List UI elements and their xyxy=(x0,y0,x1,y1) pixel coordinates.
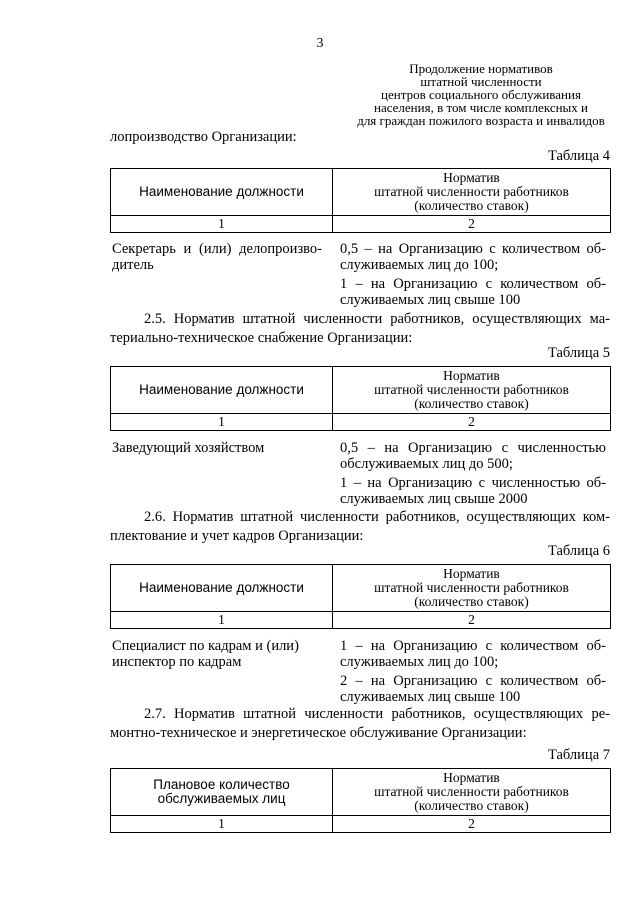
header-note-line: Продолжение нормативов xyxy=(409,61,553,76)
header-line: Плановое количество xyxy=(153,777,290,792)
table-4-col1-header: Наименование должности xyxy=(111,169,333,216)
table-4-norms xyxy=(340,241,606,311)
norm-item: 2 – на Организацию с количеством об-служиваемых лиц свыше 100 xyxy=(340,673,606,705)
table-5-position: Заведующий хозяйством xyxy=(112,440,265,456)
header-line: Норматив xyxy=(443,368,500,383)
header-note-line: для граждан пожилого возраста и инвалидов xyxy=(357,113,605,128)
section-2-6-text: 2.6. Норматив штатной численности работников, осуществляющих ком-плектование и учет кадров Организации: xyxy=(110,509,610,544)
table-5-label: Таблица 5 xyxy=(547,345,610,361)
table-4-col2-number: 2 xyxy=(333,216,611,233)
table-6-col1-number: 1 xyxy=(111,612,333,629)
table-5 xyxy=(110,366,611,431)
table-7-label: Таблица 7 xyxy=(547,747,610,763)
table-6-label: Таблица 6 xyxy=(547,543,610,559)
norm-item: 1 – на Организацию с количеством об-служиваемых лиц свыше 100 xyxy=(340,276,606,308)
table-6 xyxy=(110,564,611,629)
header-note-line: населения, в том числе комплексных и xyxy=(374,100,588,115)
header-line: штатной численности работников xyxy=(374,382,569,397)
table-7-col2-header xyxy=(333,769,611,816)
header-line: (количество ставок) xyxy=(414,198,529,213)
header-line: (количество ставок) xyxy=(414,798,529,813)
header-line: штатной численности работников xyxy=(374,184,569,199)
table-6-norms xyxy=(340,638,606,708)
header-line: штатной численности работников xyxy=(374,580,569,595)
norm-item: 1 – на Организацию с численностью об-служиваемых лиц свыше 2000 xyxy=(340,475,606,507)
table-4 xyxy=(110,168,611,233)
page-number: 3 xyxy=(316,36,324,51)
header-line: обслуживаемых лиц xyxy=(157,791,286,806)
table-7-col2-number: 2 xyxy=(333,816,611,833)
table-6-position: Специалист по кадрам и (или) инспектор по кадрам xyxy=(112,638,299,670)
table-5-col2-number: 2 xyxy=(333,414,611,431)
table-6-col2-number: 2 xyxy=(333,612,611,629)
table-4-label: Таблица 4 xyxy=(547,148,610,164)
table-6-col1-header: Наименование должности xyxy=(111,565,333,612)
intro-continuation: лопроизводство Организации: xyxy=(110,129,297,145)
table-4-col2-header xyxy=(333,169,611,216)
header-line: (количество ставок) xyxy=(414,594,529,609)
norm-item: 0,5 – на Организацию с количеством об-служиваемых лиц до 100; xyxy=(340,241,606,273)
table-7 xyxy=(110,768,611,833)
table-5-col2-header xyxy=(333,367,611,414)
table-5-col1-header: Наименование должности xyxy=(111,367,333,414)
header-line: (количество ставок) xyxy=(414,396,529,411)
header-line: Норматив xyxy=(443,566,500,581)
section-2-5-text: 2.5. Норматив штатной численности работников, осуществляющих ма-териально-техническое снабжение Организации: xyxy=(110,311,610,346)
table-7-col1-number: 1 xyxy=(111,816,333,833)
table-5-norms xyxy=(340,440,606,510)
table-7-col1-header xyxy=(111,769,333,816)
table-6-col2-header xyxy=(333,565,611,612)
header-note-line: штатной численности xyxy=(420,74,542,89)
norm-item: 1 – на Организацию с количеством об-служиваемых лиц до 100; xyxy=(340,638,606,670)
header-line: штатной численности работников xyxy=(374,784,569,799)
header-note xyxy=(340,62,622,127)
header-note-line: центров социального обслуживания xyxy=(381,87,581,102)
section-2-7-text: 2.7. Норматив штатной численности работников, осуществляющих ре-монтно-техническое и энергетическое обслуживание Организации: xyxy=(110,706,610,741)
table-5-col1-number: 1 xyxy=(111,414,333,431)
header-line: Норматив xyxy=(443,170,500,185)
table-4-position: Секретарь и (или) делопроизво-дитель xyxy=(112,241,322,273)
header-line: Норматив xyxy=(443,770,500,785)
table-4-col1-number: 1 xyxy=(111,216,333,233)
norm-item: 0,5 – на Организацию с численностью обслуживаемых лиц до 500; xyxy=(340,440,606,472)
